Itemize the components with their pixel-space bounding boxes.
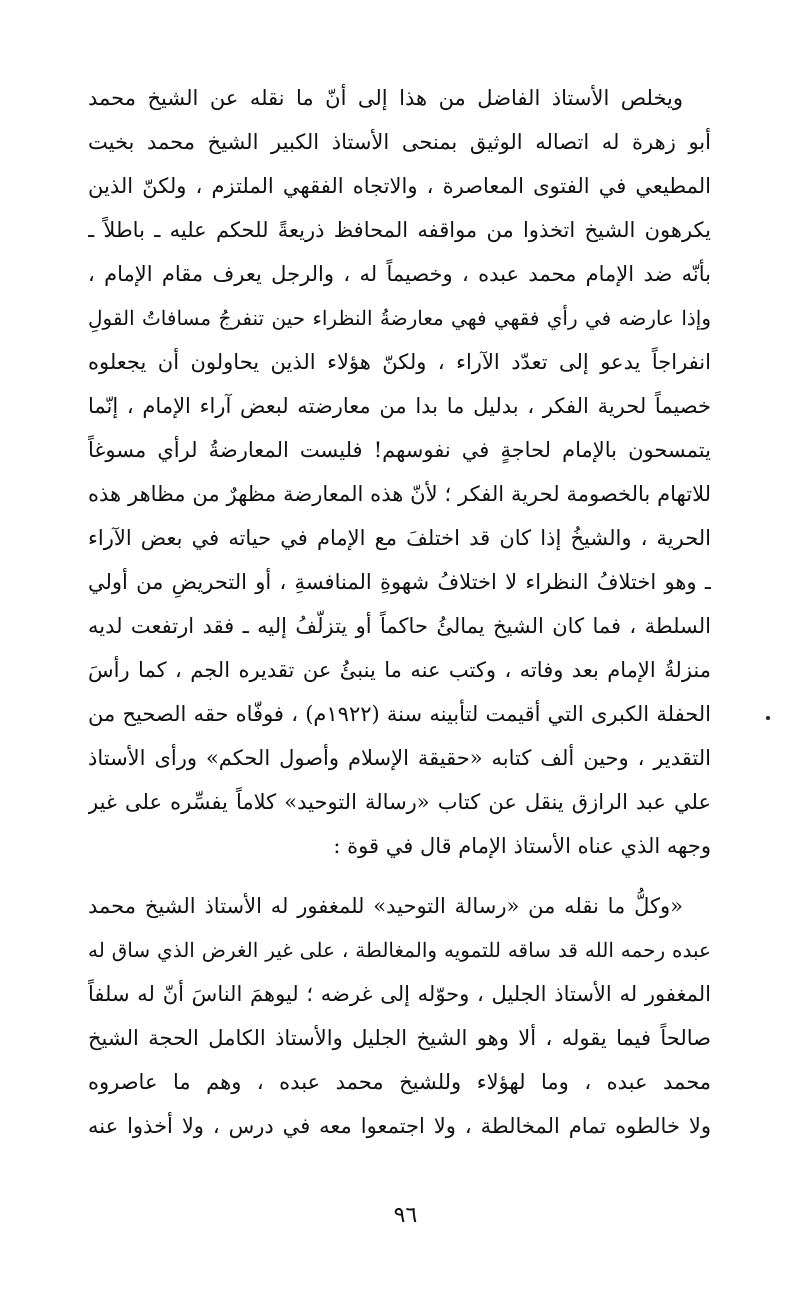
text-line: يكرهون الشيخ اتخذوا من مواقفه المحافظ ذريعةً للحكم عليه ـ باطلاً ـ xyxy=(88,218,711,242)
paragraph-2-quotation xyxy=(88,884,711,1148)
text-line: وإذا عارضه في رأي فقهي فهي معارضةُ النظراء حين تنفرجُ مسافاتُ القولِ xyxy=(88,306,711,330)
text-line: ولا خالطوه تمام المخالطة ، ولا اجتمعوا معه في درس ، ولا أخذوا عنه xyxy=(88,1114,711,1138)
text-line: محمد عبده ، وما لهؤلاء وللشيخ محمد عبده ، وهم ما عاصروه xyxy=(88,1070,711,1094)
text-line: الحرية ، والشيخُ إذا كان قد اختلفَ مع الإمام في حياته في بعض الآراء xyxy=(88,526,711,550)
text-line: «وكلُّ ما نقله من «رسالة التوحيد» للمغفور له الأستاذ الشيخ محمد xyxy=(88,894,683,918)
text-line: علي عبد الرازق ينقل عن كتاب «رسالة التوحيد» كلاماً يفسِّره على غير xyxy=(88,790,711,814)
text-line: يتمسحون بالإمام لحاجةٍ في نفوسهم! فليست المعارضةُ لرأي مسوغاً xyxy=(88,438,711,462)
text-line: عبده رحمه الله قد ساقه للتمويه والمغالطة ، على غير الغرض الذي ساق له xyxy=(88,938,711,962)
text-line: انفراجاً يدعو إلى تعدّد الآراء ، ولكنّ هؤلاء الذين يحاولون أن يجعلوه xyxy=(88,350,711,374)
text-line: الحفلة الكبرى التي أقيمت لتأبينه سنة (١٩٢٢م) ، فوفّاه حقه الصحيح من xyxy=(88,702,711,726)
text-line: صالحاً فيما يقوله ، ألا وهو الشيخ الجليل والأستاذ الكامل الحجة الشيخ xyxy=(88,1026,711,1050)
margin-speck xyxy=(766,716,770,720)
text-line: المغفور له الأستاذ الجليل ، وحوّله إلى غرضه ؛ ليوهمَ الناسَ أنّ له سلفاً xyxy=(88,982,711,1006)
text-line: أبو زهرة له اتصاله الوثيق بمنحى الأستاذ الكبير الشيخ محمد بخيت xyxy=(88,130,711,154)
text-line: السلطة ، فما كان الشيخ يمالئُ حاكماً أو يتزلّفُ إليه ـ فقد ارتفعت لديه xyxy=(88,614,711,638)
text-line: ـ وهو اختلافُ النظراء لا اختلافُ شهوةِ المنافسةِ ، أو التحريضِ من أولي xyxy=(88,570,711,594)
text-line: وجهه الذي عناه الأستاذ الإمام قال في قوة : xyxy=(333,834,711,858)
paragraph-1 xyxy=(88,76,711,868)
text-line: منزلةُ الإمام بعد وفاته ، وكتب عنه ما ينبئُ عن تقديره الجم ، كما رأسَ xyxy=(88,658,711,682)
page-number: ٩٦ xyxy=(393,1203,418,1228)
text-line: المطيعي في الفتوى المعاصرة ، والاتجاه الفقهي الملتزم ، ولكنّ الذين xyxy=(88,174,711,198)
text-line: بأنّه ضد الإمام محمد عبده ، وخصيماً له ، والرجل يعرف مقام الإمام ، xyxy=(88,262,711,286)
text-line: للاتهام بالخصومة لحرية الفكر ؛ لأنّ هذه المعارضة مظهرٌ من مظاهر هذه xyxy=(88,482,711,506)
text-line: التقدير ، وحين ألف كتابه «حقيقة الإسلام وأصول الحكم» ورأى الأستاذ xyxy=(88,746,711,770)
text-line: خصيماً لحرية الفكر ، بدليل ما بدا من معارضته لبعض آراء الإمام ، إنّما xyxy=(88,394,711,418)
text-line: ويخلص الأستاذ الفاضل من هذا إلى أنّ ما نقله عن الشيخ محمد xyxy=(88,86,683,110)
